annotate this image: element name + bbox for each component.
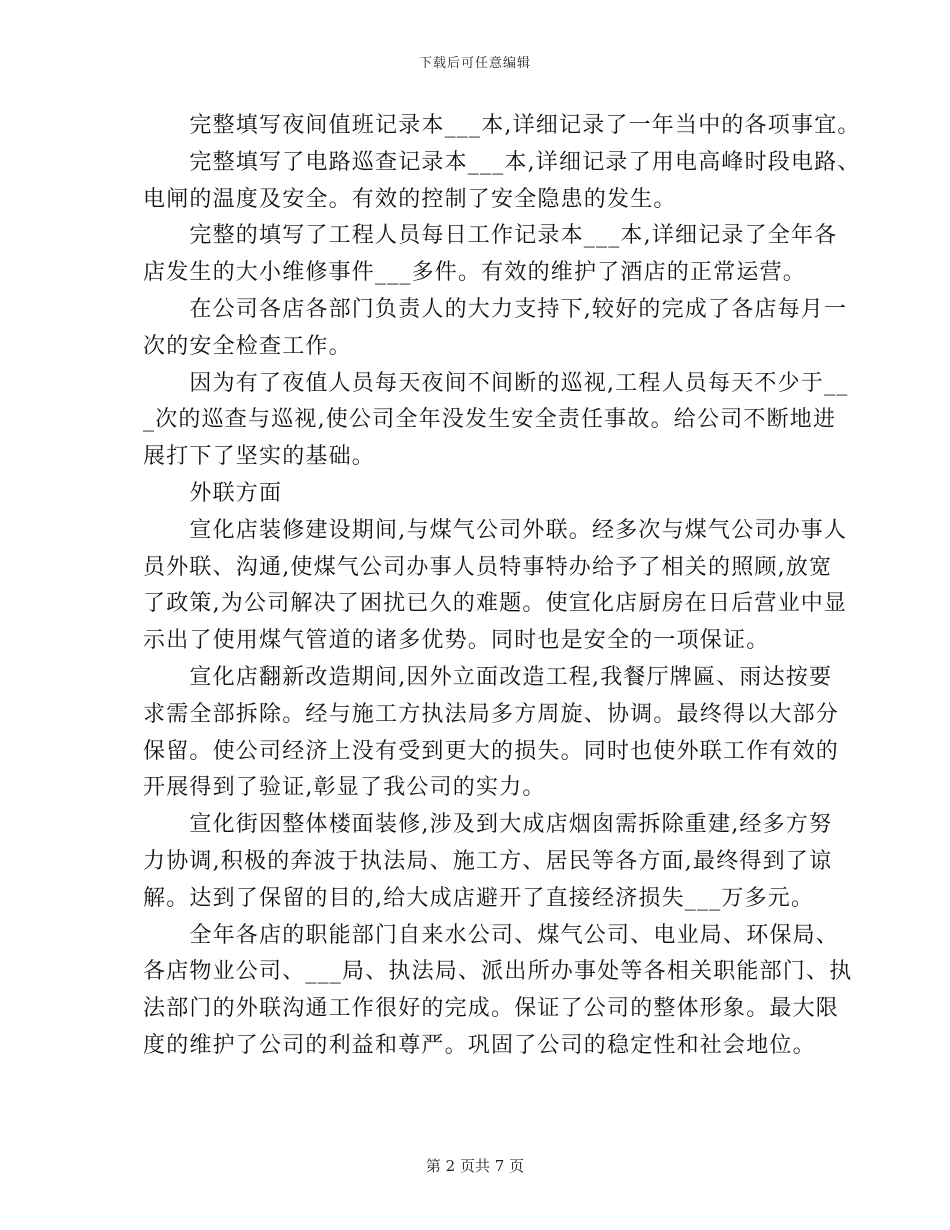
text-line: 完整填写了电路巡查记录本___本,详细记录了用电高峰时段电路、: [143, 149, 861, 175]
text-line: 在公司各店各部门负责人的大力支持下,较好的完成了各店每月一: [143, 296, 848, 322]
text-line: 店发生的大小维修事件___多件。有效的维护了酒店的正常运营。: [143, 260, 807, 286]
text-line: 全年各店的职能部门自来水公司、煤气公司、电业局、环保局、: [143, 922, 840, 948]
text-line: 因为有了夜值人员每天夜间不间断的巡视,工程人员每天不少于__: [143, 370, 849, 396]
text-line: 开展得到了验证,彰显了我公司的实力。: [143, 775, 546, 801]
document-body: [143, 108, 861, 1065]
text-line: 电闸的温度及安全。有效的控制了安全隐患的发生。: [143, 186, 677, 212]
text-line: 展打下了坚实的基础。: [143, 444, 376, 470]
text-line: 宣化店装修建设期间,与煤气公司外联。经多次与煤气公司办事人: [143, 517, 848, 543]
text-line: 示出了使用煤气管道的诸多优势。同时也是安全的一项保证。: [143, 628, 770, 654]
text-line: 宣化店翻新改造期间,因外立面改造工程,我餐厅牌匾、雨达按要: [143, 664, 833, 690]
header-note: 下载后可任意编辑: [418, 56, 531, 71]
text-line: 完整的填写了工程人员每日工作记录本___本,详细记录了全年各: [143, 223, 838, 249]
text-line: 法部门的外联沟通工作很好的完成。保证了公司的整体形象。最大限: [143, 996, 840, 1022]
text-line: 力协调,积极的奔波于执法局、施工方、居民等各方面,最终得到了谅: [143, 848, 833, 874]
text-line: 宣化街因整体楼面装修,涉及到大成店烟囱需拆除重建,经多方努: [143, 812, 833, 838]
text-line: 各店物业公司、___局、执法局、派出所办事处等各相关职能部门、执: [143, 959, 853, 985]
text-line: _次的巡查与巡视,使公司全年没发生安全责任事故。给公司不断地进: [143, 407, 837, 433]
text-line: 员外联、沟通,使煤气公司办事人员特事特办给予了相关的照顾,放宽: [143, 554, 833, 580]
section-heading: 外联方面: [143, 480, 283, 506]
text-line: 完整填写夜间值班记录本___本,详细记录了一年当中的各项事宜。: [143, 113, 861, 138]
text-line: 求需全部拆除。经与施工方执法局多方周旋、协调。最终得以大部分: [143, 701, 840, 727]
text-line: 保留。使公司经济上没有受到更大的损失。同时也使外联工作有效的: [143, 738, 840, 764]
text-line: 次的安全检查工作。: [143, 333, 352, 359]
page-number: 第 2 页共 7 页: [425, 1157, 525, 1175]
text-line: 度的维护了公司的利益和尊严。巩固了公司的稳定性和社会地位。: [143, 1032, 816, 1058]
text-line: 解。达到了保留的目的,给大成店避开了直接经济损失___万多元。: [143, 885, 815, 911]
text-line: 了政策,为公司解决了困扰已久的难题。使宣化店厨房在日后营业中显: [143, 591, 848, 617]
